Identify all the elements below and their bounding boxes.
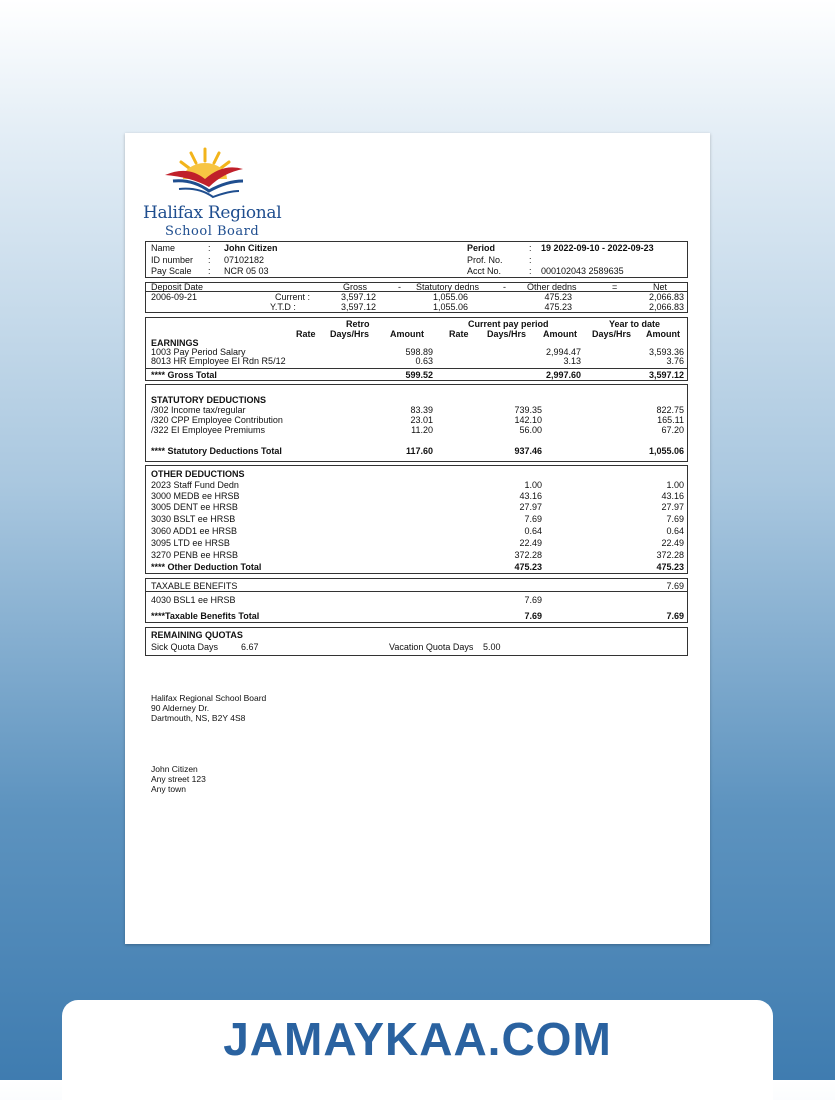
pay-stub-document <box>125 133 710 944</box>
equals-sign: = <box>612 282 618 292</box>
ytd-label: Y.T.D : <box>270 302 296 312</box>
ytd-gross: 3,597.12 <box>340 302 376 312</box>
quotas-title: REMAINING QUOTAS <box>151 630 243 640</box>
minus-sign: - <box>398 282 401 292</box>
gross-total-current: 2,997.60 <box>545 370 581 380</box>
employee-address <box>151 764 206 794</box>
statutory-row-current: 56.00 <box>519 425 542 435</box>
statutory-row-retro: 11.20 <box>411 425 433 435</box>
other-deductions-title: OTHER DEDUCTIONS <box>151 469 245 479</box>
acct-no-value: 000102043 2589635 <box>541 266 624 276</box>
logo-text-line2: School Board <box>165 224 260 239</box>
other-row-label: 3095 LTD ee HRSB <box>151 538 230 548</box>
taxable-title-ytd: 7.69 <box>666 581 684 591</box>
statutory-title: STATUTORY DEDUCTIONS <box>151 395 267 405</box>
ytd-header: Year to date <box>609 319 661 329</box>
earnings-row-current: 3.13 <box>563 356 581 366</box>
vacation-quota-value: 5.00 <box>483 642 501 652</box>
employer-address <box>151 693 266 723</box>
other-row-label: 3060 ADD1 ee HRSB <box>151 526 238 536</box>
other-row-ytd: 43.16 <box>661 491 684 501</box>
statutory-row-ytd: 165.11 <box>657 415 684 425</box>
vacation-quota-label: Vacation Quota Days <box>389 642 474 652</box>
pay-scale-value: NCR 05 03 <box>224 266 269 276</box>
current-gross: 3,597.12 <box>340 292 376 302</box>
other-total-current: 475.23 <box>514 562 542 572</box>
other-row-ytd: 372.28 <box>656 550 684 560</box>
prof-no-label: Prof. No. <box>467 255 503 265</box>
address-line: John Citizen <box>151 764 198 774</box>
taxable-total-label: ****Taxable Benefits Total <box>151 611 260 621</box>
current-amount-header: Amount <box>543 329 577 339</box>
id-value: 07102182 <box>224 255 265 265</box>
statutory-row-retro: 83.39 <box>410 405 433 415</box>
statutory-row-ytd: 67.20 <box>661 425 684 435</box>
statutory-row-label: /302 Income tax/regular <box>151 405 246 415</box>
ytd-amount-header: Amount <box>646 329 680 339</box>
earnings-row-current: 2,994.47 <box>545 347 581 357</box>
pay-scale-label: Pay Scale <box>151 266 192 276</box>
address-line: Dartmouth, NS, B2Y 4S8 <box>151 713 246 723</box>
name-value: John Citizen <box>224 243 278 253</box>
deposit-date-value: 2006-09-21 <box>151 292 198 302</box>
other-row-ytd: 22.49 <box>661 538 684 548</box>
address-line: Halifax Regional School Board <box>151 693 267 703</box>
earnings-row-retro: 598.89 <box>405 347 433 357</box>
address-line: 90 Alderney Dr. <box>151 703 210 713</box>
brand-text: JAMAYKAA.COM <box>223 1013 612 1065</box>
other-row-current: 372.28 <box>514 550 542 560</box>
other-row-ytd: 7.69 <box>666 514 684 524</box>
taxable-row-current: 7.69 <box>524 595 542 605</box>
current-statutory: 1,055.06 <box>432 292 468 302</box>
remaining-quotas-box <box>145 627 688 656</box>
other-dedns-header: Other dedns <box>527 282 577 292</box>
other-row-label: 3030 BSLT ee HRSB <box>151 514 236 524</box>
other-row-ytd: 27.97 <box>661 502 684 512</box>
retro-dayshrs-header: Days/Hrs <box>330 329 370 339</box>
current-net: 2,066.83 <box>648 292 684 302</box>
other-row-current: 27.97 <box>519 502 542 512</box>
name-label: Name <box>151 243 176 253</box>
other-row-current: 7.69 <box>524 514 542 524</box>
current-rate-header: Rate <box>449 329 469 339</box>
other-total-ytd: 475.23 <box>656 562 684 572</box>
other-row-current: 0.64 <box>524 526 542 536</box>
statutory-dedns-header: Statutory dedns <box>416 282 480 292</box>
current-label: Current : <box>274 292 310 302</box>
gross-header: Gross <box>343 282 368 292</box>
rate-header: Rate <box>296 329 316 339</box>
other-row-label: 3270 PENB ee HRSB <box>151 550 239 560</box>
period-label: Period <box>467 243 496 253</box>
acct-no-label: Acct No. <box>467 266 502 276</box>
halifax-logo <box>143 145 282 240</box>
ytd-dayshrs-header: Days/Hrs <box>592 329 632 339</box>
other-row-ytd: 0.64 <box>666 526 684 536</box>
statutory-row-label: /320 CPP Employee Contribution <box>151 415 283 425</box>
other-row-ytd: 1.00 <box>666 480 684 490</box>
statutory-row-label: /322 EI Employee Premiums <box>151 425 266 435</box>
earnings-row-label: 1003 Pay Period Salary <box>151 347 246 357</box>
sick-quota-value: 6.67 <box>241 642 259 652</box>
statutory-row-current: 739.35 <box>514 405 542 415</box>
current-dayshrs-header: Days/Hrs <box>487 329 527 339</box>
ytd-statutory: 1,055.06 <box>432 302 468 312</box>
statutory-total-retro: 117.60 <box>405 446 433 456</box>
deposit-date-label: Deposit Date <box>151 282 204 292</box>
summary-box <box>145 282 688 313</box>
statutory-row-retro: 23.01 <box>410 415 433 425</box>
statutory-total-label: **** Statutory Deductions Total <box>151 446 282 456</box>
retro-header: Retro <box>346 319 370 329</box>
earnings-box <box>145 317 688 381</box>
gross-total-retro: 599.52 <box>405 370 433 380</box>
period-value: 19 2022-09-10 - 2022-09-23 <box>541 243 654 253</box>
retro-amount-header: Amount <box>390 329 424 339</box>
statutory-total-ytd: 1,055.06 <box>648 446 684 456</box>
gross-total-label: **** Gross Total <box>151 370 217 380</box>
taxable-row-label: 4030 BSL1 ee HRSB <box>151 595 236 605</box>
earnings-row-retro: 0.63 <box>415 356 433 366</box>
earnings-title: EARNINGS <box>151 338 199 348</box>
other-row-current: 43.16 <box>519 491 542 501</box>
sun-bird-logo-icon <box>143 145 258 207</box>
minus-sign: - <box>503 282 506 292</box>
sick-quota-label: Sick Quota Days <box>151 642 219 652</box>
employee-header-box: Name : John Citizen ID number : 07102182 Pay Scale : NCR 05 03 Period : 19 2022-09-10 - 2022-09-23 Prof. No. : Acct No. : 000102043 2589635 <box>145 241 688 278</box>
address-line: Any town <box>151 784 186 794</box>
other-deductions-box <box>145 465 688 574</box>
net-header: Net <box>653 282 668 292</box>
gross-total-ytd: 3,597.12 <box>648 370 684 380</box>
other-row-label: 2023 Staff Fund Dedn <box>151 480 239 490</box>
earnings-row-label: 8013 HR Employee EI Rdn R5/12 <box>151 356 286 366</box>
current-other: 475.23 <box>544 292 572 302</box>
other-total-label: **** Other Deduction Total <box>151 562 262 572</box>
statutory-deductions-box <box>145 384 688 462</box>
statutory-row-current: 142.10 <box>514 415 542 425</box>
earnings-row-ytd: 3.76 <box>666 356 684 366</box>
current-period-header: Current pay period <box>468 319 549 329</box>
earnings-row-ytd: 3,593.36 <box>648 347 684 357</box>
statutory-row-ytd: 822.75 <box>656 405 684 415</box>
statutory-total-current: 937.46 <box>514 446 542 456</box>
taxable-total-current: 7.69 <box>524 611 542 621</box>
id-label: ID number <box>151 255 194 265</box>
other-row-current: 22.49 <box>519 538 542 548</box>
other-row-label: 3005 DENT ee HRSB <box>151 502 238 512</box>
other-row-current: 1.00 <box>524 480 542 490</box>
taxable-title: TAXABLE BENEFITS <box>151 581 238 591</box>
logo-text-line1: Halifax Regional <box>143 203 282 223</box>
ytd-other: 475.23 <box>544 302 572 312</box>
brand-banner <box>62 1000 773 1100</box>
taxable-benefits-box <box>145 578 688 623</box>
other-row-label: 3000 MEDB ee HRSB <box>151 491 240 501</box>
ytd-net: 2,066.83 <box>648 302 684 312</box>
address-line: Any street 123 <box>151 774 206 784</box>
taxable-total-ytd: 7.69 <box>666 611 684 621</box>
